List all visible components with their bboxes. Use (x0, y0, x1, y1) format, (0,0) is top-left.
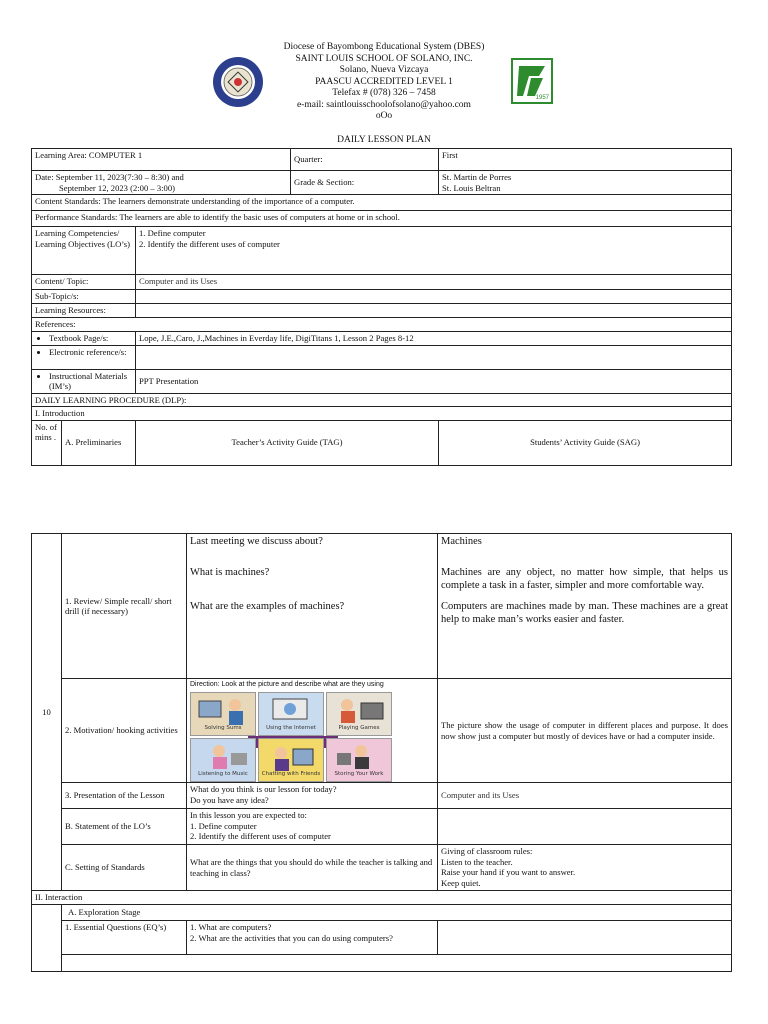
competencies-cell (136, 227, 732, 275)
resources-label: Learning Resources: (32, 304, 136, 318)
motivation-direction: Direction: Look at the picture and describe what are they using (190, 681, 384, 688)
classroom-rule: Keep quiet. (441, 877, 481, 888)
presentation-question: What do you think is our lesson for today? (190, 784, 337, 794)
dlp-label: DAILY LEARNING PROCEDURE (DLP): (32, 393, 732, 407)
tile-caption: Listening to Music (198, 771, 248, 777)
resources-value (136, 304, 732, 318)
header-line: SAINT LOUIS SCHOOL OF SOLANO, INC. (295, 53, 473, 64)
presentation-label: 3. Presentation of the Lesson (62, 783, 187, 809)
header-line: e-mail: saintlouisschoolofsolano@yahoo.com (297, 99, 471, 110)
sections-cell (439, 171, 732, 195)
presentation-sag: Computer and its Uses (438, 783, 732, 809)
subtopic-value (136, 290, 732, 304)
statement-tag-cell (187, 809, 438, 845)
page-title: DAILY LESSON PLAN (337, 135, 431, 145)
exploration-label: A. Exploration Stage (62, 905, 732, 921)
competency: 2. Identify the different uses of computer (139, 238, 280, 249)
header-line: oOo (375, 111, 393, 121)
section-name: St. Louis Beltran (442, 182, 501, 193)
grade-label: Grade & Section: (291, 171, 439, 195)
statement-line: 1. Define computer (190, 820, 257, 831)
interaction-label: II. Interaction (32, 891, 732, 905)
empty-row (62, 955, 732, 972)
im-label: • Instructional Materials (IM’s) (49, 371, 132, 392)
presentation-tag-cell (187, 783, 438, 809)
review-answer: Machines (441, 536, 482, 547)
usage-picture-tile (326, 738, 392, 782)
standards-sag-cell (438, 845, 732, 891)
tile-caption: Using the Internet (266, 725, 316, 731)
presentation-question: Do you have any idea? (190, 794, 269, 805)
eq-label: 1. Essential Questions (EQ’s) (62, 921, 187, 955)
interaction-minutes (32, 905, 62, 972)
lesson-info-table (31, 148, 732, 466)
competency: 1. Define computer (139, 228, 206, 238)
im-value: PPT Presentation (136, 369, 732, 393)
statement-line: In this lesson you are expected to: (190, 810, 307, 820)
essential-question: 1. What are computers? (190, 922, 272, 932)
usage-picture-tile (258, 692, 324, 736)
quarter-value: First (439, 149, 732, 171)
mins-label: No. of mins . (32, 420, 62, 465)
classroom-rule: Listen to the teacher. (441, 856, 513, 867)
tile-caption: Chatting with Friends (261, 771, 321, 777)
content-standards: Content Standards: The learners demonstrate understanding of the importance of a computer. (32, 195, 732, 211)
im-cell (32, 369, 136, 393)
review-question: What is machines? (190, 567, 270, 578)
tile-caption: Playing Games (338, 725, 380, 731)
section-name: St. Martin de Porres (442, 172, 512, 182)
electronic-value (136, 345, 732, 369)
motivation-tag-cell (187, 679, 438, 783)
motivation-label: 2. Motivation/ hooking activities (62, 679, 187, 783)
header-line: Solano, Nueva Vizcaya (339, 65, 429, 75)
references-label: References: (32, 318, 732, 332)
procedure-table (31, 533, 732, 972)
essential-question: 2. What are the activities that you can do using computers? (190, 932, 393, 943)
tag-header: Teacher’s Activity Guide (TAG) (136, 420, 439, 465)
tile-caption: Solving Sums (204, 725, 242, 731)
minutes-value: 10 (32, 534, 62, 891)
eq-tag-cell (187, 921, 438, 955)
header-line: Diocese of Bayombong Educational System (DBES) (283, 42, 485, 52)
logo-year: 1957 (535, 95, 549, 101)
quarter-label: Quarter: (291, 149, 439, 171)
usage-pictures (190, 692, 392, 782)
sag-header: Students’ Activity Guide (SAG) (439, 420, 732, 465)
header-line: PAASCU ACCREDITED LEVEL 1 (315, 76, 453, 87)
eq-sag (438, 921, 732, 955)
electronic-label: • Electronic reference/s: (49, 347, 132, 358)
classroom-rule: Raise your hand if you want to answer. (441, 867, 576, 877)
usage-picture-tile (190, 738, 256, 782)
header-line: Telefax # (078) 326 – 7458 (332, 88, 436, 98)
electronic-cell (32, 345, 136, 369)
competencies-label: Learning Competencies/ Learning Objectives (LO’s) (32, 227, 136, 275)
learning-area: Learning Area: COMPUTER 1 (32, 149, 291, 171)
date-line: September 12, 2023 (2:00 – 3:00) (59, 182, 175, 193)
intro-label: I. Introduction (32, 407, 732, 421)
statement-label: B. Statement of the LO’s (62, 809, 187, 845)
standards-label: C. Setting of Standards (62, 845, 187, 891)
date-cell (32, 171, 291, 195)
statement-line: 2. Identify the different uses of computer (190, 831, 331, 841)
content-label: Content/ Topic: (32, 275, 136, 290)
textbook-value: Lope, J.E.,Caro, J.,Machines in Everday life, DigiTitans 1, Lesson 2 Pages 8-12 (136, 331, 732, 345)
textbook-cell (32, 331, 136, 345)
standards-tag: What are the things that you should do while the teacher is talking and teaching in class? (187, 845, 438, 891)
review-question: What are the examples of machines? (190, 601, 345, 612)
review-sag-cell (438, 534, 732, 679)
classroom-rule: Giving of classroom rules: (441, 846, 533, 856)
review-tag-cell (187, 534, 438, 679)
date-line: Date: September 11, 2023(7:30 – 8:30) and (35, 172, 184, 182)
usage-picture-tile (326, 692, 392, 736)
textbook-label: • Textbook Page/s: (49, 333, 132, 344)
preliminaries-label: A. Preliminaries (62, 420, 136, 465)
review-answer: Machines are any object, no matter how simple, that helps us complete a task in a faster, simpler and more comfortable way. (441, 567, 728, 591)
usage-picture-tile (190, 692, 256, 736)
statement-sag (438, 809, 732, 845)
motivation-sag: The picture show the usage of computer in different places and purpose. It does now show just a computer but mostly of devices have or had a computer inside. (438, 679, 732, 783)
school-header (234, 42, 534, 123)
usage-picture-tile (258, 738, 324, 782)
review-label: 1. Review/ Simple recall/ short drill (if necessary) (62, 534, 187, 679)
review-answer: Computers are machines made by man. These machines are a great help to make man’s works easier and faster. (441, 601, 728, 625)
review-question: Last meeting we discuss about? (190, 536, 323, 547)
content-value: Computer and its Uses (136, 275, 732, 290)
tile-caption: Storing Your Work (334, 771, 384, 777)
performance-standards: Performance Standards: The learners are able to identify the basic uses of computers at home or in school. (32, 211, 732, 227)
subtopic-label: Sub-Topic/s: (32, 290, 136, 304)
